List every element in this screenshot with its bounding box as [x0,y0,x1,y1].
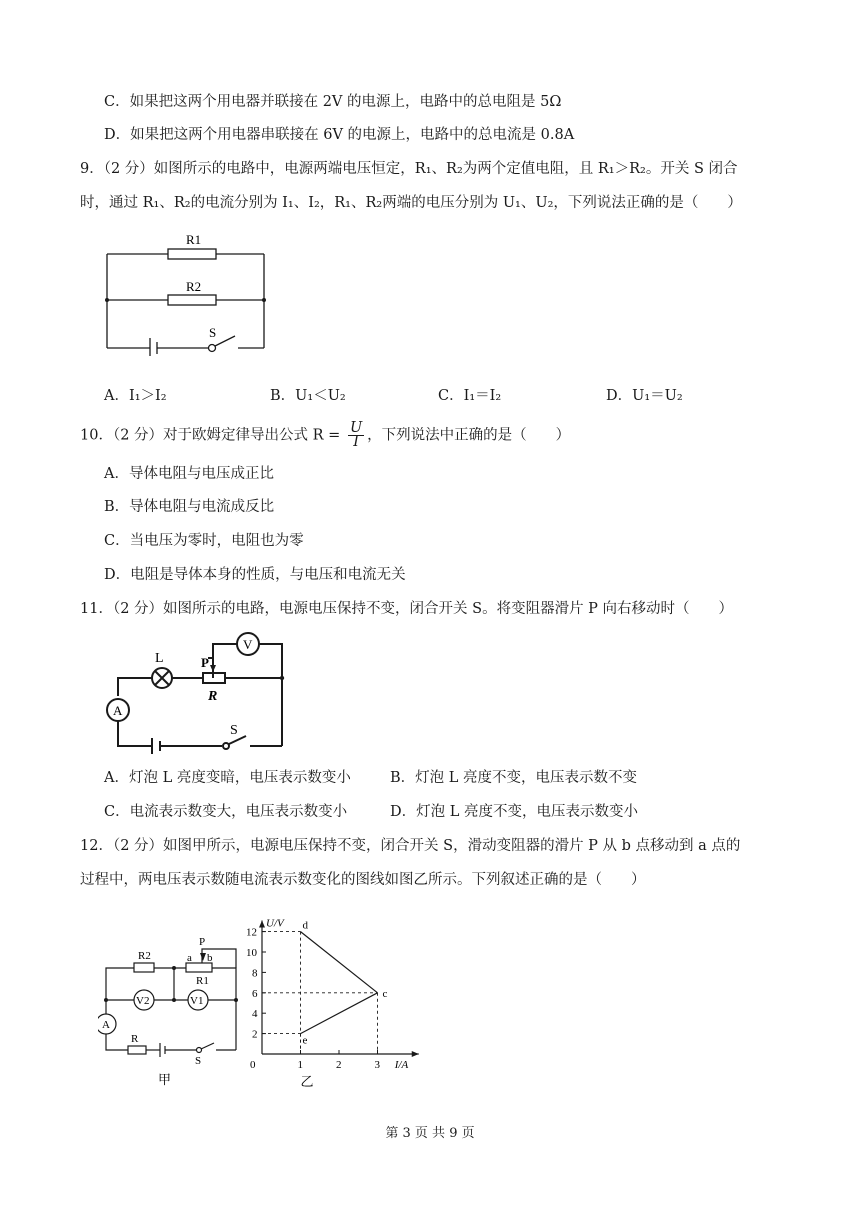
q10-option-d: D．电阻是导体本身的性质，与电压和电流无关 [104,567,406,583]
q11-lamp-label: L [155,651,164,666]
q11-slider-label: P [201,655,209,670]
x-tick-label: 1 [297,1059,303,1071]
q12-slider-label: P [199,936,206,948]
q10-stem [80,422,570,449]
q11-rheostat-label: R [208,689,218,704]
q9-option-c: C．I₁＝I₂ [438,388,502,404]
q11-stem: 11．（2 分）如图所示的电路，电源电压保持不变，闭合开关 S。将变阻器滑片 P 向右移动时（ ） [80,601,734,617]
chart-labels [246,918,408,1090]
q11-option-b: B．灯泡 L 亮度不变，电压表示数不变 [390,770,638,786]
chart-guides [262,932,378,1054]
q9-circuit-figure [100,226,272,356]
y-tick-label: 6 [252,987,258,1000]
q10-fraction [348,422,364,449]
q12-r1-label: R1 [196,975,209,987]
y-tick-label: 12 [246,926,257,939]
q12-end-b-label: b [207,952,213,964]
series-line-2 [301,993,378,1034]
q11-option-a: A．灯泡 L 亮度变暗，电压表示数变小 [104,770,351,786]
q11-circuit-figure [100,628,290,754]
x-tick-label: 2 [336,1059,342,1071]
q10-option-b: B．导体电阻与电流成反比 [104,499,275,515]
q10-option-a: A．导体电阻与电压成正比 [104,466,274,482]
q9-option-b: B．U₁＜U₂ [270,388,346,404]
x-axis-label: I/A [394,1059,409,1071]
q12-stem-line1: 12．（2 分）如图甲所示，电源电压保持不变，闭合开关 S，滑动变阻器的滑片 P 从 b 点移动到 a 点的 [80,838,741,854]
y-axis-label: U/V [266,917,284,930]
series-line-1 [301,932,378,993]
point-label-e: e [302,1034,308,1047]
q8-option-c: C．如果把这两个用电器并联接在 2V 的电源上，电路中的总电阻是 5Ω [104,94,562,110]
origin-label: 0 [250,1059,256,1071]
chart-axes [259,921,419,1058]
chart-caption: 乙 [300,1074,314,1089]
q9-switch-label: S [209,325,217,340]
q10-option-c: C．当电压为零时，电阻也为零 [104,533,304,549]
q9-option-d: D．U₁＝U₂ [606,388,683,404]
q12-end-a-label: a [187,952,192,964]
q12-fig-jia-caption: 甲 [158,1072,172,1087]
q12-switch-label: S [195,1055,202,1067]
y-tick-label: 8 [252,967,258,980]
q8-option-d: D．如果把这两个用电器串联接在 6V 的电源上，电路中的总电流是 0.8A [104,127,575,143]
y-tick-label: 4 [252,1008,258,1021]
q11-option-c: C．电流表示数变大，电压表示数变小 [104,804,348,820]
q9-stem-line1: 9．（2 分）如图所示的电路中，电源两端电压恒定，R₁、R₂为两个定值电阻，且 R₁＞R₂。开关 S 闭合 [80,161,738,177]
q12-circuit-figure-jia [98,932,246,1092]
q12-ammeter-label: A [102,1019,110,1031]
q9-r1-label: R1 [186,232,202,247]
q10-fraction-numerator: U [349,420,363,436]
point-label-c: c [382,987,388,1000]
page-footer: 第 3 页 共 9 页 [385,1126,475,1141]
q10-fraction-denominator: I [353,434,359,450]
point-label-d: d [302,919,308,932]
q9-stem-line2: 时，通过 R₁、R₂的电流分别为 I₁、I₂，R₁、R₂两端的电压分别为 U₁、U₂，下列说法正确的是（ ） [80,195,742,211]
q12-r2-label: R2 [138,950,151,962]
q12-chart-yi [244,902,424,1092]
q9-r2-label: R2 [186,279,202,294]
chart-lines [301,932,378,1034]
q11-option-d: D．灯泡 L 亮度不变，电压表示数变小 [390,804,638,820]
q10-stem-post: ，下列说法中正确的是（ ） [367,427,571,444]
y-tick-label: 10 [246,947,257,959]
x-axis-arrow [412,1051,419,1057]
q12-v2-label: V2 [136,995,150,1007]
q10-stem-pre: 10．（2 分）对于欧姆定律导出公式 R = [80,427,341,444]
q12-r-label: R [131,1033,139,1045]
q11-switch-label: S [230,723,238,738]
q11-ammeter-label: A [113,703,123,718]
q11-voltmeter-label: V [243,637,253,652]
x-tick-label: 3 [374,1059,380,1071]
q9-option-a: A．I₁＞I₂ [104,388,167,404]
y-axis-arrow [259,921,265,928]
y-tick-label: 2 [252,1028,258,1041]
q12-stem-line2: 过程中，两电压表示数随电流表示数变化的图线如图乙所示。下列叙述正确的是（ ） [80,872,646,888]
q12-v1-label: V1 [190,995,204,1007]
